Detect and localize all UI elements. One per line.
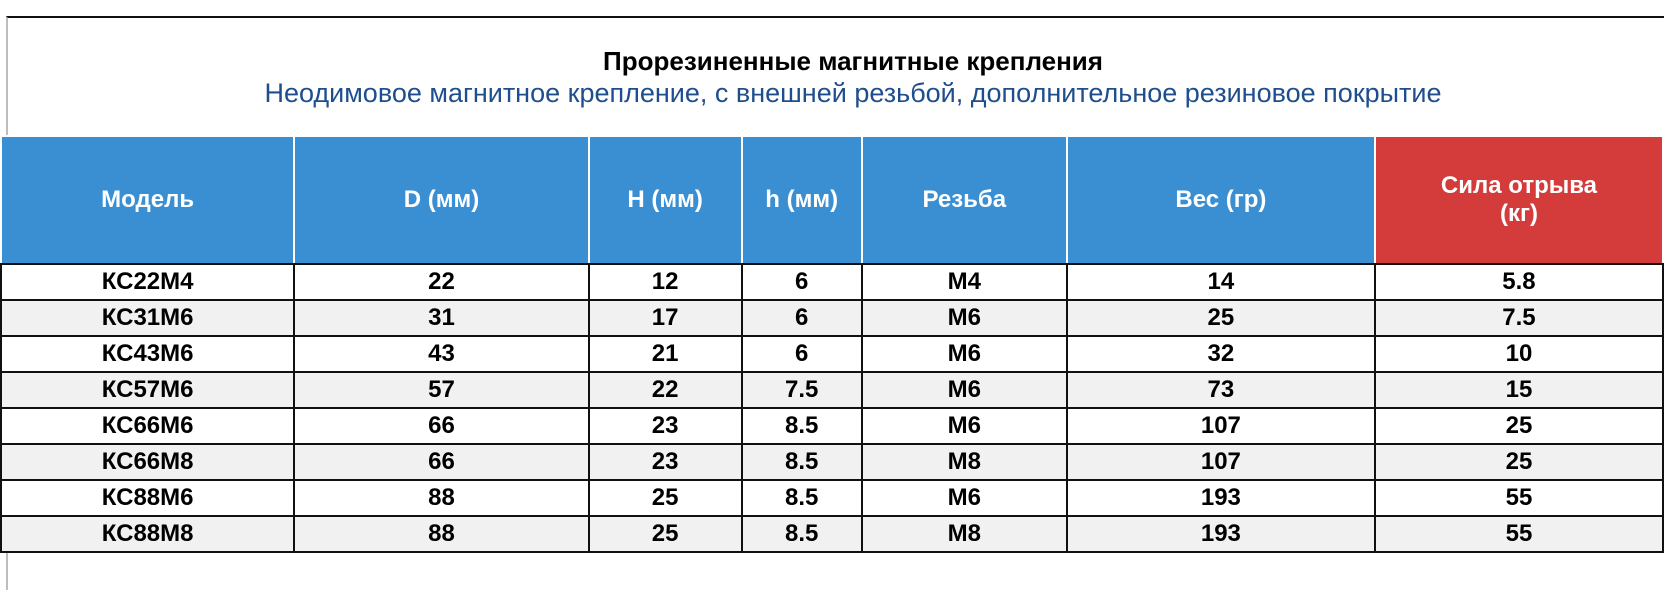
cell-height: 22 — [589, 372, 742, 408]
cell-pull-force: 55 — [1375, 480, 1663, 516]
cell-height: 25 — [589, 480, 742, 516]
cell-diameter: 22 — [294, 264, 588, 300]
cell-model: КС66М6 — [1, 408, 294, 444]
cell-diameter: 31 — [294, 300, 588, 336]
cell-diameter: 66 — [294, 408, 588, 444]
cell-thread: М6 — [862, 372, 1067, 408]
cell-thread: М6 — [862, 336, 1067, 372]
cell-height: 23 — [589, 408, 742, 444]
cell-thread-height: 7.5 — [742, 372, 862, 408]
cell-pull-force: 10 — [1375, 336, 1663, 372]
cell-pull-force: 5.8 — [1375, 264, 1663, 300]
cell-thread-height: 8.5 — [742, 408, 862, 444]
cell-pull-force: 15 — [1375, 372, 1663, 408]
header-row — [1, 136, 1663, 264]
cell-thread: М6 — [862, 480, 1067, 516]
cell-diameter: 88 — [294, 516, 588, 552]
cell-thread-height: 8.5 — [742, 516, 862, 552]
cell-thread-height: 8.5 — [742, 480, 862, 516]
pull-force-label: Сила отрыва (кг) — [1440, 172, 1598, 227]
col-header-pull-force — [1375, 136, 1663, 264]
cell-diameter: 88 — [294, 480, 588, 516]
cell-thread-height: 6 — [742, 336, 862, 372]
cell-weight: 73 — [1067, 372, 1375, 408]
cell-model: КС22М4 — [1, 264, 294, 300]
table-row — [1, 300, 1663, 336]
cell-thread: М8 — [862, 516, 1067, 552]
cell-pull-force: 25 — [1375, 444, 1663, 480]
page-title: Прорезиненные магнитные крепления — [603, 46, 1103, 76]
cell-diameter: 57 — [294, 372, 588, 408]
col-header-height: H (мм) — [589, 136, 742, 264]
cell-thread-height: 6 — [742, 264, 862, 300]
cell-height: 25 — [589, 516, 742, 552]
title-block — [8, 18, 1664, 144]
table-row — [1, 372, 1663, 408]
table-row — [1, 408, 1663, 444]
cell-model: КС66М8 — [1, 444, 294, 480]
cell-diameter: 66 — [294, 444, 588, 480]
cell-weight: 193 — [1067, 480, 1375, 516]
cell-weight: 14 — [1067, 264, 1375, 300]
cell-diameter: 43 — [294, 336, 588, 372]
cell-height: 23 — [589, 444, 742, 480]
col-header-diameter: D (мм) — [294, 136, 588, 264]
table-row — [1, 336, 1663, 372]
cell-weight: 25 — [1067, 300, 1375, 336]
cell-model: КС43М6 — [1, 336, 294, 372]
cell-model: КС88М8 — [1, 516, 294, 552]
page-subtitle: Неодимовое магнитное крепление, с внешней резьбой, дополнительное резиновое покрытие — [264, 78, 1442, 108]
cell-height: 21 — [589, 336, 742, 372]
cell-height: 17 — [589, 300, 742, 336]
col-header-thread-height: h (мм) — [742, 136, 862, 264]
spec-table — [0, 135, 1664, 553]
col-header-weight: Вес (гр) — [1067, 136, 1375, 264]
col-header-model: Модель — [1, 136, 294, 264]
table-row — [1, 444, 1663, 480]
cell-weight: 107 — [1067, 408, 1375, 444]
cell-model: КС88М6 — [1, 480, 294, 516]
cell-thread: М8 — [862, 444, 1067, 480]
cell-model: КС31М6 — [1, 300, 294, 336]
cell-pull-force: 7.5 — [1375, 300, 1663, 336]
cell-pull-force: 25 — [1375, 408, 1663, 444]
table-row — [1, 516, 1663, 552]
cell-weight: 32 — [1067, 336, 1375, 372]
col-header-thread: Резьба — [862, 136, 1067, 264]
cell-model: КС57М6 — [1, 372, 294, 408]
table-row — [1, 480, 1663, 516]
cell-thread: М4 — [862, 264, 1067, 300]
cell-thread-height: 8.5 — [742, 444, 862, 480]
cell-thread: М6 — [862, 408, 1067, 444]
cell-pull-force: 55 — [1375, 516, 1663, 552]
cell-weight: 107 — [1067, 444, 1375, 480]
cell-thread: М6 — [862, 300, 1067, 336]
cell-height: 12 — [589, 264, 742, 300]
table-body — [1, 264, 1663, 552]
cell-weight: 193 — [1067, 516, 1375, 552]
table-row — [1, 264, 1663, 300]
cell-thread-height: 6 — [742, 300, 862, 336]
